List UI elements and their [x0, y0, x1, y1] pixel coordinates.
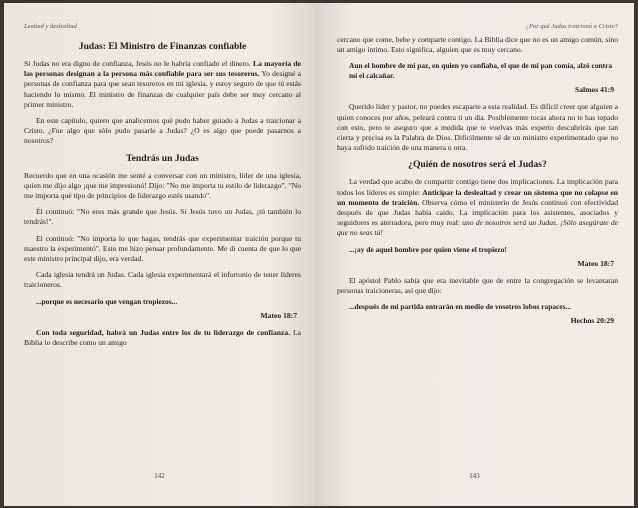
paragraph-3: Recuerdo que en una ocasión me senté a conversar con un ministro, líder de una iglesia, quien me dijo algo ¡que me impresionó! Dijo: "No me importa tu estilo de liderazgo". "No me importa qué tipo de principios de liderazgo estés usando".: [24, 170, 301, 201]
scripture-reference-3: Hechos 20:29: [570, 316, 614, 326]
p3-b: Observa cómo el ministerio de Jesús continuó con efectividad después de que Judas había caído. La implicación para los asistentes, asociados y seguidores es aterradora, pero muy real:: [337, 197, 618, 228]
running-head-left: Lealtad y deslealtad: [24, 23, 77, 30]
scripture-quote-2: ...¡ay de aquel hombre por quien viene el tropiezo!: [349, 244, 507, 254]
page-number-left: 142: [154, 472, 165, 480]
paragraph-1: [24, 59, 301, 110]
scripture-quote-3: ...después de mi partida entrarán en medio de vosotros lobos rapaces...: [349, 302, 571, 312]
p3-a: La verdad que acabo de compartir contigo tiene dos implicaciones. La implicación para todos los líderes es simple:: [337, 177, 618, 197]
paragraph-r4: El apóstol Pablo sabía que era inevitable que de entre la congregación se levantaran personas traicioneras, así que dijo:: [337, 275, 618, 295]
paragraph-7: [24, 328, 301, 348]
paragraph-r3: [337, 177, 618, 238]
p1-text: Si Judas no era digno de confianza, Jesús no le habría confiado el dinero.: [24, 59, 251, 68]
paragraph-4: Él continuó: "No eres más grande que Jesús. Si Jesús tuvo un Judas, ¡tú también lo tendrás!".: [24, 207, 301, 227]
section-title-judas-finance: Judas: El Ministro de Finanzas confiable: [78, 41, 247, 52]
section-title-tendras: Tendrás un Judas: [126, 152, 199, 164]
p1-rest: Yo designé a personas de confianza para que sean tesoreros en mi iglesia, y estoy seguro de que tú estás haciendo lo mismo. El ministro de finanzas de cualquier país debe ser muy cercano al primer ministro.: [24, 69, 301, 109]
paragraph-r1: cercano que come, bebe y comparte contigo. La Biblia dice que no es un amigo común, sino un amigo íntimo. Esto significa, alguien que es muy cercano.: [337, 35, 618, 55]
p1-bold: La mayoría de las personas designan a la persona más confiable para ser sus tesoreros.: [24, 59, 301, 79]
paragraph-6: Cada iglesia tendrá un Judas. Cada iglesia experimentará el infortunio de tener líderes traicioneros.: [24, 270, 301, 290]
p3-italic: uno de nosotros será un Judas. ¡Sólo asegúrate de que no seas tú!: [337, 218, 618, 238]
scripture-reference-1: Salmos 41:9: [574, 85, 614, 95]
page-number-right: 143: [469, 472, 480, 480]
paragraph-2: En este capítulo, quiero que analicemos qué pudo haber guiado a Judas a traicionar a Cristo. ¿Fue algo que sólo pudo pasarle a Judas? ¿O es algo que puede pasarnos a nosotros?: [24, 116, 301, 146]
scripture-quote: ...porque es necesario que vengan tropiezos...: [36, 296, 178, 306]
p7-rest: La Biblia lo describe como un amigo: [24, 327, 301, 347]
p7-bold: Con toda seguridad, habrá un Judas entre los de tu liderazgo de confianza.: [36, 327, 291, 337]
p3-bold: Anticipar la deslealtad y crear un sistema que no colapse en un momento de traición.: [337, 187, 618, 207]
scripture-quote-1: Aun el hombre de mi paz, en quien yo confiaba, el que de mi pan comía, alzó contra mí el calcañar.: [349, 61, 613, 81]
right-page: [315, 3, 634, 506]
running-head-right: ¿Por qué Judas traicionó a Cristo?: [525, 23, 618, 30]
scripture-reference: Mateo 18:7: [260, 310, 297, 320]
scripture-reference-2: Mateo 18:7: [577, 258, 614, 268]
section-title-quien: ¿Quién de nosotros será el Judas?: [408, 159, 547, 171]
left-page: [4, 3, 315, 506]
book-spread: [4, 3, 634, 506]
paragraph-5: El continuó: "No importa lo que hagas, tendrás que experimentar traición porque tu maestro la experimentó". Esto me hizo pensar profundamente. Me di cuenta de que lo que este ministro principal dijo, era verdad.: [24, 233, 301, 264]
paragraph-r2: Querido líder y pastor, no puedes escaparte a esta realidad. Es difícil creer que alguien a quien conoces por años, peleará contra ti un día. Posiblemente tocas ahora no te has topado con esto, pero te aseguro que a medida que te vuelvas más experto descubrirás que tan cierta y precisa es la Palabra de Dios. Difícilmente sé de un ministro experimentado que no haya sufrido traición de una manera u otra.: [337, 102, 618, 153]
